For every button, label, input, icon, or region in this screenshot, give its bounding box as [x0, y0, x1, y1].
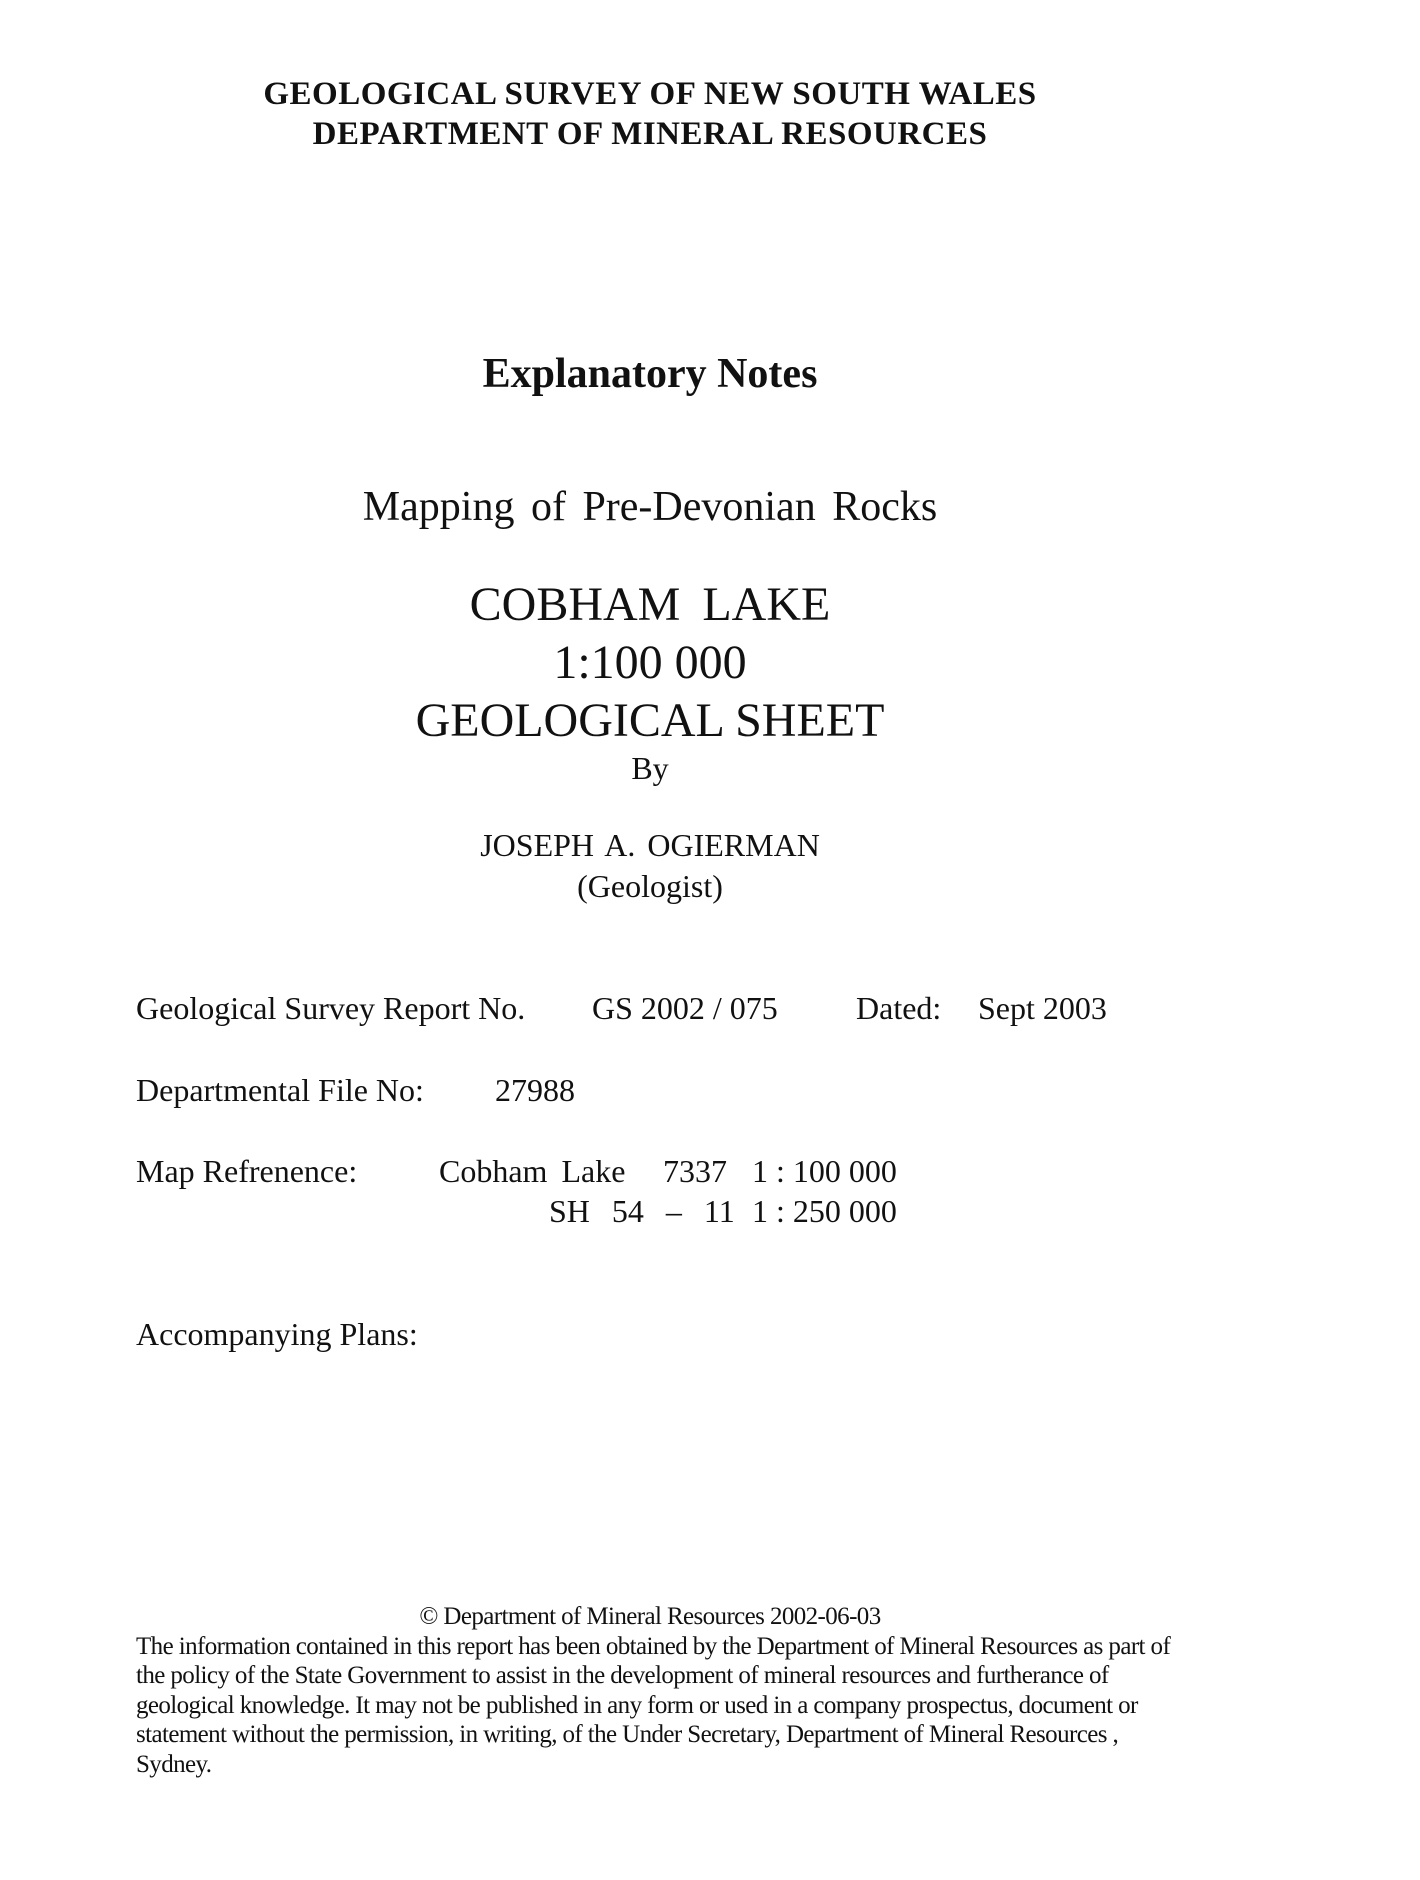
copyright-notice: © Department of Mineral Resources 2002-06-03	[419, 1603, 881, 1630]
report-number-row	[0, 990, 1420, 1034]
dated-value: Sept 2003	[978, 990, 1107, 1026]
disclaimer-line: statement without the permission, in writing, of the Under Secretary, Department of Mineral Resources ,	[136, 1721, 1119, 1749]
accompanying-plans-row	[0, 1316, 1420, 1360]
report-number-label: Geological Survey Report No.	[136, 990, 526, 1026]
map-reference-label: Map Refrenence:	[136, 1153, 358, 1189]
map-reference-sheet-scale: 1 : 250 000	[752, 1193, 897, 1229]
sheet-title-scale: 1:100 000	[553, 636, 747, 689]
map-reference-name: Cobham Lake	[439, 1153, 626, 1189]
by-line: By	[631, 750, 669, 786]
map-reference-row-2	[0, 1193, 1420, 1237]
department-name: DEPARTMENT OF MINERAL RESOURCES	[312, 116, 988, 152]
map-reference-sheet-code: SH 54 – 11	[549, 1193, 735, 1229]
disclaimer-line: Sydney.	[136, 1750, 212, 1778]
sheet-title-name: COBHAM LAKE	[469, 578, 831, 631]
sheet-title-type: GEOLOGICAL SHEET	[415, 694, 885, 747]
map-reference-number: 7337	[663, 1153, 727, 1189]
dated-label: Dated:	[856, 990, 942, 1026]
disclaimer-line: the policy of the State Government to assist in the development of mineral resources and furtherance of	[136, 1662, 1109, 1690]
disclaimer-line: geological knowledge. It may not be published in any form or used in a company prospectus, document or	[136, 1691, 1138, 1719]
file-number-value: 27988	[495, 1072, 575, 1108]
author-name: JOSEPH A. OGIERMAN	[480, 827, 820, 863]
map-reference-row	[0, 1153, 1420, 1197]
file-number-label: Departmental File No:	[136, 1072, 424, 1108]
disclaimer-paragraph	[136, 1632, 1196, 1779]
report-number-value: GS 2002 / 075	[592, 990, 778, 1026]
accompanying-plans-label: Accompanying Plans:	[136, 1316, 418, 1352]
organization-name: GEOLOGICAL SURVEY OF NEW SOUTH WALES	[263, 76, 1037, 112]
author-role: (Geologist)	[577, 868, 723, 904]
file-number-row	[0, 1072, 1420, 1116]
document-subtitle: Mapping of Pre-Devonian Rocks	[362, 484, 938, 530]
map-reference-scale: 1 : 100 000	[752, 1153, 897, 1189]
document-type-heading: Explanatory Notes	[482, 351, 818, 397]
disclaimer-line: The information contained in this report has been obtained by the Department of Mineral Resources as part of	[136, 1633, 1171, 1660]
